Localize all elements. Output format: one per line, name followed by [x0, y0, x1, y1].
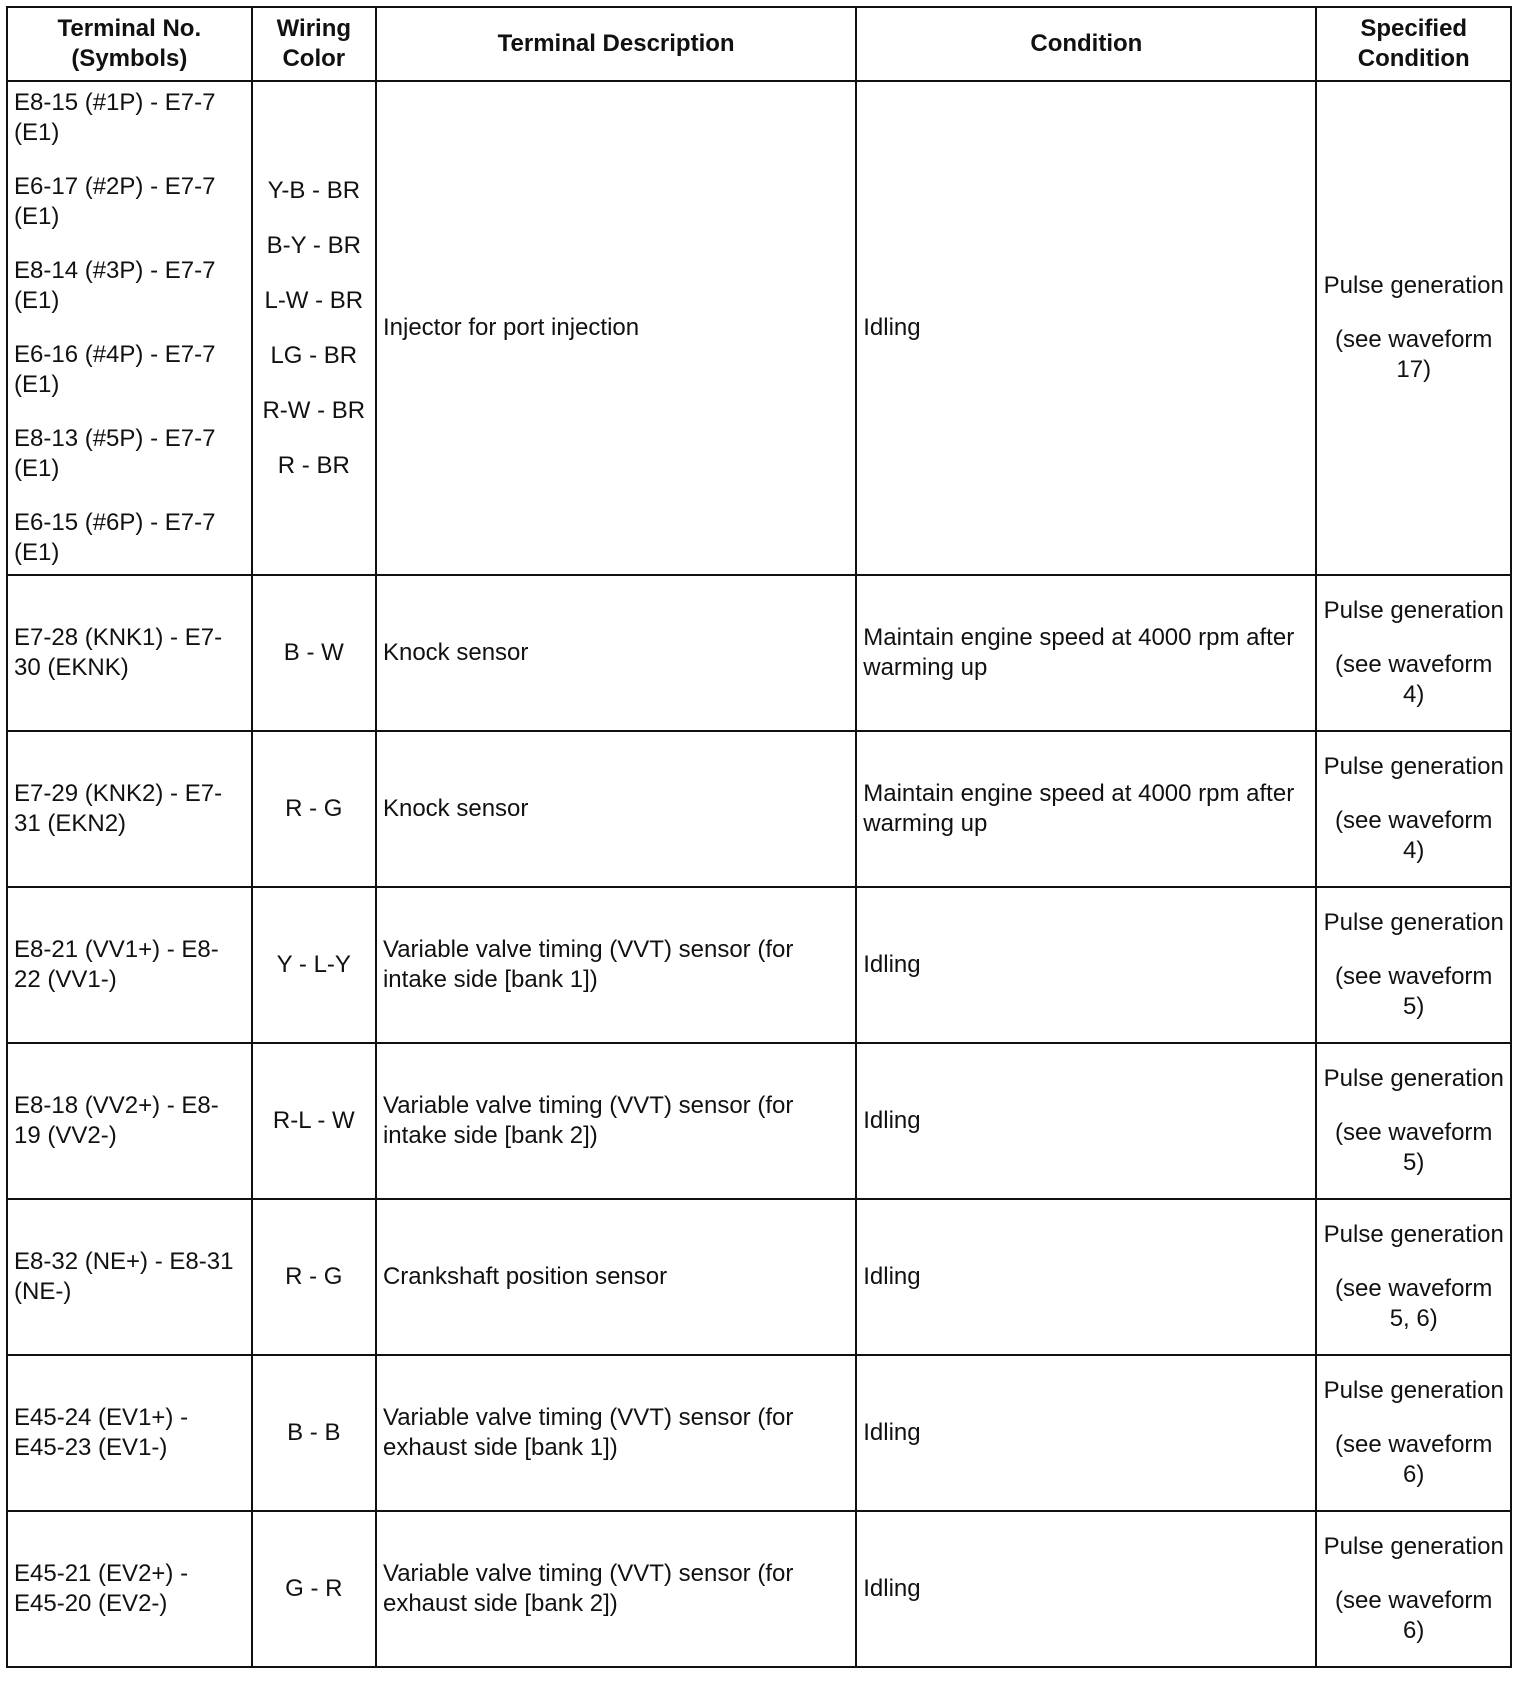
- table-row: [7, 887, 1511, 1043]
- description-cell: Variable valve timing (VVT) sensor (for intake side [bank 2]): [376, 1043, 856, 1199]
- wiring-color-cell: B - B: [252, 1355, 376, 1511]
- wiring-color-cell: R - G: [252, 1199, 376, 1355]
- wiring-color-cell: R - G: [252, 731, 376, 887]
- header-specified-condition: Specified Condition: [1316, 7, 1511, 81]
- terminal-cell: E45-24 (EV1+) - E45-23 (EV1-): [7, 1355, 252, 1511]
- header-wiring-color: Wiring Color: [252, 7, 376, 81]
- table-row: [7, 1199, 1511, 1355]
- table-row: [7, 575, 1511, 731]
- condition-cell: Idling: [856, 1511, 1316, 1667]
- terminal-cell: E8-21 (VV1+) - E8-22 (VV1-): [7, 887, 252, 1043]
- wiring-color-cell: G - R: [252, 1511, 376, 1667]
- condition-cell: Maintain engine speed at 4000 rpm after warming up: [856, 575, 1316, 731]
- description-cell: Knock sensor: [376, 731, 856, 887]
- table-row: [7, 1355, 1511, 1511]
- spec-cell: Pulse generation (see waveform 5): [1316, 1043, 1511, 1199]
- table-row-injector: [7, 81, 1511, 575]
- table-row: [7, 1511, 1511, 1667]
- description-cell: Knock sensor: [376, 575, 856, 731]
- table-row: [7, 1043, 1511, 1199]
- description-cell: Variable valve timing (VVT) sensor (for intake side [bank 1]): [376, 887, 856, 1043]
- header-terminal: Terminal No. (Symbols): [7, 7, 252, 81]
- spec-cell: Pulse generation (see waveform 6): [1316, 1355, 1511, 1511]
- wiring-color-cell: R-L - W: [252, 1043, 376, 1199]
- table-row: [7, 731, 1511, 887]
- wiring-color-cell: Y - L-Y: [252, 887, 376, 1043]
- terminal-table: [6, 6, 1512, 1668]
- spec-cell: Pulse generation (see waveform 4): [1316, 575, 1511, 731]
- description-cell: Variable valve timing (VVT) sensor (for exhaust side [bank 1]): [376, 1355, 856, 1511]
- condition-cell: Maintain engine speed at 4000 rpm after warming up: [856, 731, 1316, 887]
- header-row: [7, 7, 1511, 81]
- condition-cell: Idling: [856, 1043, 1316, 1199]
- wiring-color-cell: B - W: [252, 575, 376, 731]
- description-cell: Variable valve timing (VVT) sensor (for exhaust side [bank 2]): [376, 1511, 856, 1667]
- terminal-cell: E8-18 (VV2+) - E8-19 (VV2-): [7, 1043, 252, 1199]
- header-condition: Condition: [856, 7, 1316, 81]
- terminal-cell: E8-15 (#1P) - E7-7 (E1) E6-17 (#2P) - E7-7 (E1) E8-14 (#3P) - E7-7 (E1) E6-16 (#4P) - E7-7 (E1) E8-13 (#5P) - E7-7 (E1) E6-15 (#6P) - E7-7 (E1): [7, 81, 252, 575]
- spec-cell: Pulse generation (see waveform 5): [1316, 887, 1511, 1043]
- condition-cell: Idling: [856, 887, 1316, 1043]
- description-cell: Crankshaft position sensor: [376, 1199, 856, 1355]
- condition-cell: Idling: [856, 1199, 1316, 1355]
- header-description: Terminal Description: [376, 7, 856, 81]
- spec-cell: Pulse generation (see waveform 17): [1316, 81, 1511, 575]
- terminal-cell: E7-29 (KNK2) - E7-31 (EKN2): [7, 731, 252, 887]
- terminal-cell: E7-28 (KNK1) - E7-30 (EKNK): [7, 575, 252, 731]
- spec-cell: Pulse generation (see waveform 5, 6): [1316, 1199, 1511, 1355]
- wiring-color-cell: Y-B - BR B-Y - BR L-W - BR LG - BR R-W - BR R - BR: [252, 81, 376, 575]
- spec-cell: Pulse generation (see waveform 4): [1316, 731, 1511, 887]
- condition-cell: Idling: [856, 1355, 1316, 1511]
- spec-cell: Pulse generation (see waveform 6): [1316, 1511, 1511, 1667]
- terminal-cell: E45-21 (EV2+) - E45-20 (EV2-): [7, 1511, 252, 1667]
- condition-cell: Idling: [856, 81, 1316, 575]
- description-cell: Injector for port injection: [376, 81, 856, 575]
- terminal-cell: E8-32 (NE+) - E8-31 (NE-): [7, 1199, 252, 1355]
